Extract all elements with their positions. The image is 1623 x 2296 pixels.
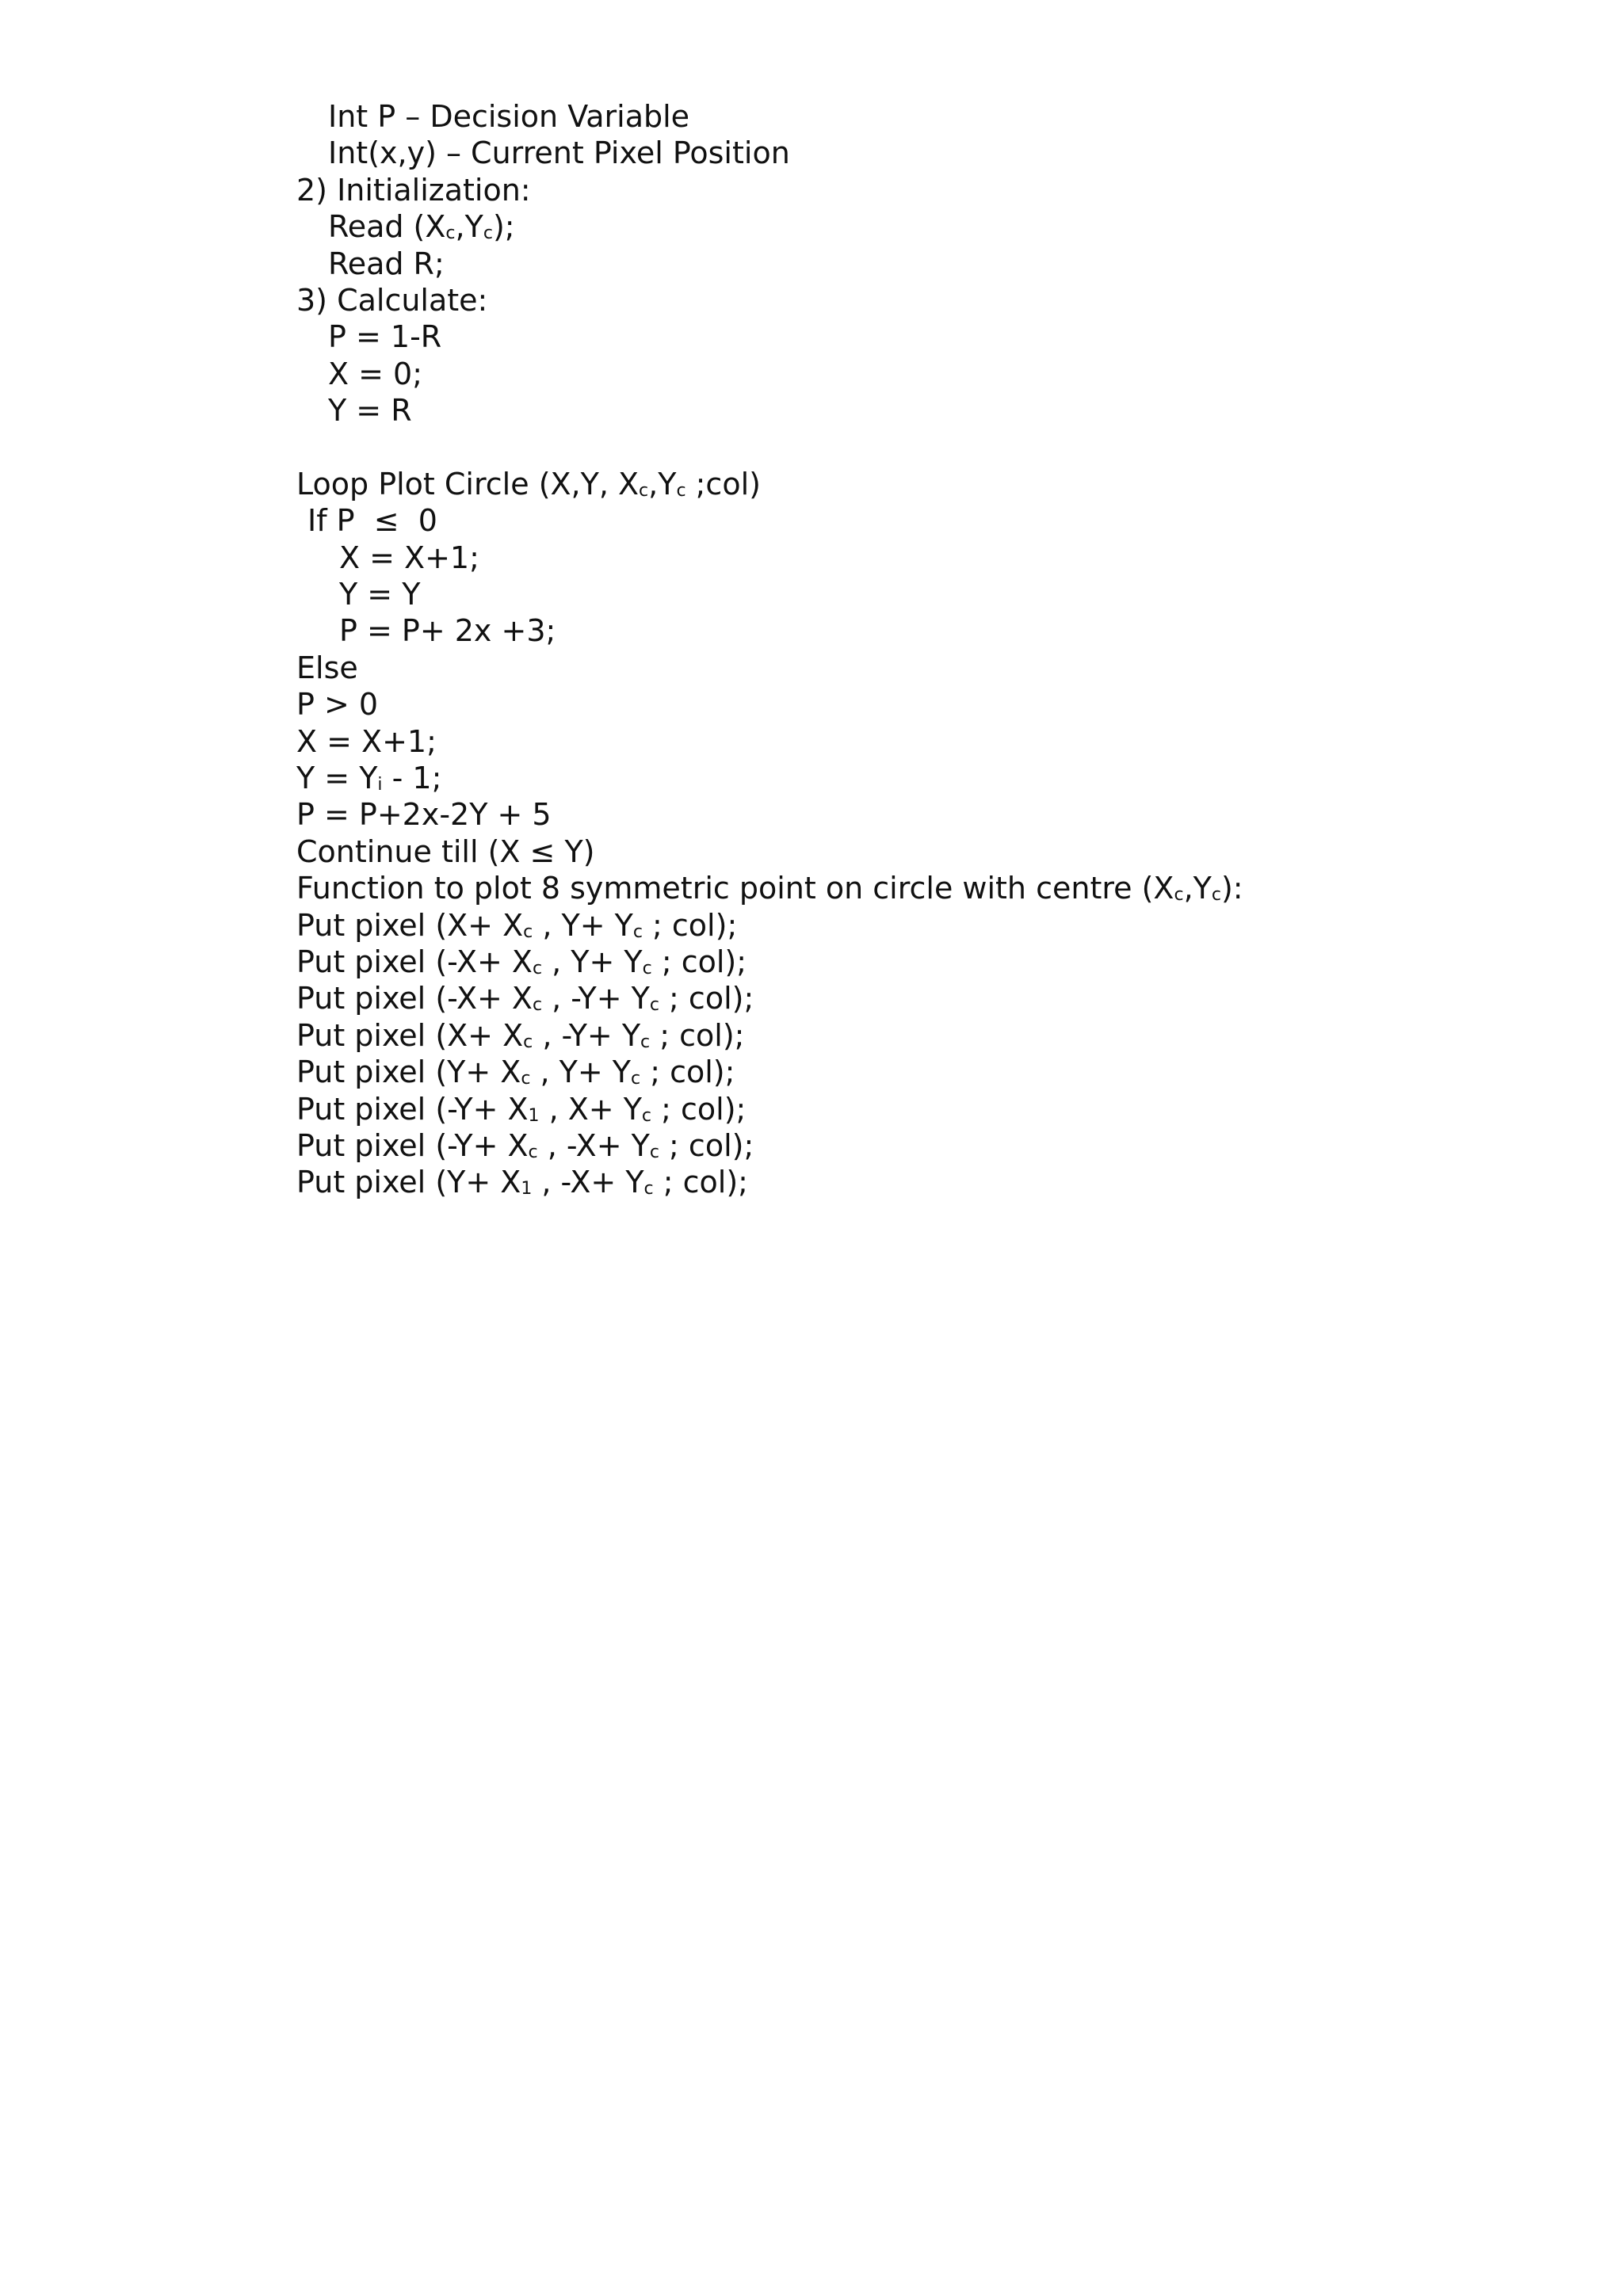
line-text: , -X+ Y	[532, 1165, 644, 1200]
line-text: Put pixel (-Y+ X	[296, 1091, 529, 1127]
line-text: ;col)	[685, 466, 761, 502]
subscript: c	[640, 1032, 651, 1052]
line-text: , Y+ Y	[533, 907, 633, 943]
text-line	[296, 392, 1604, 429]
subscript: c	[523, 921, 533, 942]
line-text: , X+ Y	[539, 1091, 642, 1127]
text-line	[296, 980, 1604, 1016]
line-text: X = 0;	[328, 356, 423, 391]
text-line	[296, 540, 1604, 576]
document-body	[296, 98, 1604, 1201]
line-text: Y = Y	[296, 761, 378, 796]
subscript: 1	[521, 1179, 533, 1199]
line-text: ; col);	[659, 981, 754, 1016]
text-line	[296, 650, 1604, 686]
line-text: Int(x,y) – Current Pixel Position	[328, 135, 790, 171]
line-text: Else	[296, 650, 358, 685]
line-text: , -Y+ Y	[533, 1017, 641, 1053]
line-text: Put pixel (Y+ X	[296, 1055, 521, 1090]
text-line	[296, 502, 1604, 539]
subscript: c	[483, 223, 493, 244]
line-text: , Y+ Y	[542, 944, 643, 979]
line-text: , -X+ Y	[537, 1127, 650, 1163]
line-text: X = X+1;	[339, 540, 479, 575]
blank-line	[296, 429, 1604, 466]
subscript: c	[642, 958, 652, 978]
subscript: c	[649, 995, 659, 1016]
line-text: Read (X	[328, 209, 446, 245]
line-text: ; col);	[651, 944, 747, 979]
subscript: c	[532, 995, 543, 1016]
text-line	[296, 356, 1604, 392]
line-text: Put pixel (-X+ X	[296, 944, 533, 979]
line-text: - 1;	[382, 761, 442, 796]
text-line	[296, 870, 1604, 906]
subscript: c	[445, 223, 456, 244]
line-text: Put pixel (-Y+ X	[296, 1127, 529, 1163]
line-text: P = P+ 2x +3;	[339, 613, 556, 649]
line-text: ; col);	[640, 1055, 735, 1090]
text-line	[296, 907, 1604, 944]
subscript: c	[641, 1105, 652, 1126]
text-line	[296, 246, 1604, 282]
subscript: c	[528, 1142, 538, 1162]
line-text: ,Y	[455, 209, 483, 245]
text-line	[296, 172, 1604, 208]
text-line	[296, 576, 1604, 612]
text-line	[296, 208, 1604, 245]
text-line	[296, 1017, 1604, 1054]
line-text: Put pixel (Y+ X	[296, 1165, 521, 1200]
line-text: P = 1-R	[328, 319, 442, 355]
line-text: Put pixel (X+ X	[296, 907, 524, 943]
line-text: Y = Y	[339, 577, 421, 612]
subscript: c	[521, 1069, 531, 1089]
line-text: ; col);	[659, 1127, 754, 1163]
subscript: c	[649, 1142, 659, 1162]
subscript: c	[631, 1069, 641, 1089]
text-line	[296, 318, 1604, 355]
line-text: Y = R	[328, 393, 412, 429]
line-text: , -Y+ Y	[542, 981, 650, 1016]
line-text: Put pixel (X+ X	[296, 1017, 524, 1053]
line-text: ):	[1220, 871, 1243, 906]
text-line	[296, 135, 1604, 171]
text-line	[296, 1164, 1604, 1200]
line-text: P > 0	[296, 687, 379, 723]
line-text: Int P – Decision Variable	[328, 99, 690, 134]
line-text: ; col);	[653, 1165, 748, 1200]
text-line	[296, 686, 1604, 723]
text-line	[296, 796, 1604, 833]
subscript: c	[1174, 885, 1184, 906]
text-line	[296, 1091, 1604, 1127]
subscript: i	[377, 775, 383, 795]
line-text: Read R;	[328, 246, 445, 281]
subscript: c	[1211, 885, 1221, 906]
subscript: c	[643, 1179, 654, 1199]
text-line	[296, 1054, 1604, 1090]
text-line	[296, 760, 1604, 796]
subscript: c	[639, 480, 649, 501]
line-text: If P ≤ 0	[307, 503, 437, 539]
subscript: c	[532, 958, 543, 978]
line-text: Put pixel (-X+ X	[296, 981, 533, 1016]
line-text: ; col);	[651, 1091, 747, 1127]
line-text: ,Y	[1183, 871, 1212, 906]
line-text: );	[492, 209, 515, 245]
text-line	[296, 1127, 1604, 1164]
text-line	[296, 833, 1604, 870]
line-text: P = P+2x-2Y + 5	[296, 797, 552, 833]
line-text: X = X+1;	[296, 723, 437, 759]
line-text: Loop Plot Circle (X,Y, X	[296, 466, 640, 502]
line-text: Function to plot 8 symmetric point on circle with centre (X	[296, 871, 1174, 906]
line-text: , Y+ Y	[530, 1055, 632, 1090]
line-text: ; col);	[642, 907, 738, 943]
text-line	[296, 612, 1604, 649]
text-line	[296, 466, 1604, 502]
text-line	[296, 98, 1604, 135]
line-text: 2) Initialization:	[296, 172, 531, 208]
subscript: c	[632, 921, 643, 942]
text-line	[296, 944, 1604, 980]
line-text: ,Y	[648, 466, 677, 502]
line-text: ; col);	[650, 1017, 745, 1053]
subscript: c	[523, 1032, 533, 1052]
text-line	[296, 282, 1604, 318]
line-text: Continue till (X ≤ Y)	[296, 833, 595, 869]
text-line	[296, 723, 1604, 760]
subscript: c	[676, 480, 686, 501]
line-text: 3) Calculate:	[296, 282, 488, 318]
subscript: 1	[528, 1105, 540, 1126]
